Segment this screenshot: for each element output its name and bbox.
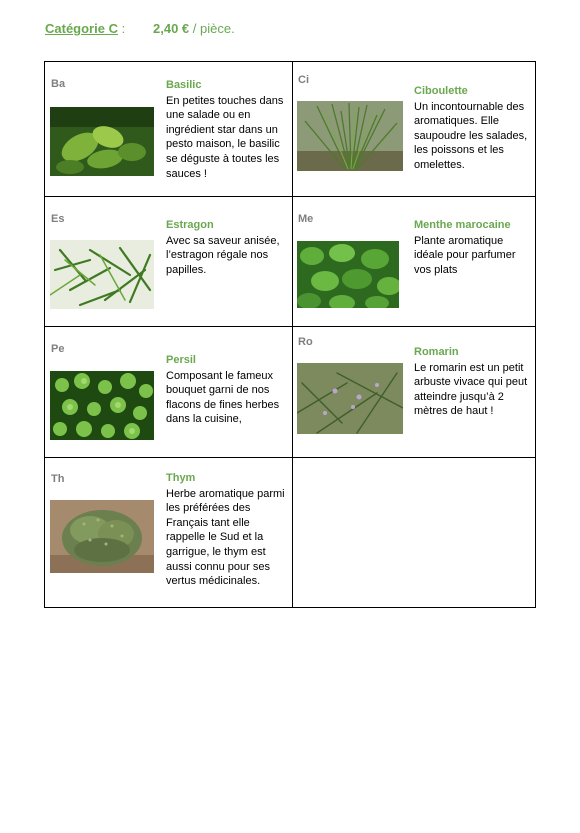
basil-photo <box>50 107 154 176</box>
herb-name: Estragon <box>166 219 214 231</box>
herb-description: Avec sa saveur anisée, l’estragon régale nos papilles. <box>166 234 280 276</box>
empty-cell <box>293 458 536 608</box>
catalog-header <box>45 21 235 36</box>
herb-name: Romarin <box>414 346 459 358</box>
herb-description: Le romarin est un petit arbuste vivace qui peut atteindre jusqu’à 2 mètres de haut ! <box>414 361 528 418</box>
price-unit: / pièce. <box>189 21 235 36</box>
rosemary-photo <box>297 363 403 434</box>
price-value: 2,40 € <box>153 21 190 36</box>
herb-cell-romarin <box>293 327 536 458</box>
herb-name: Basilic <box>166 79 202 91</box>
herb-text-block <box>166 218 284 277</box>
herb-cell-estragon <box>45 197 293 327</box>
herb-abbr: Me <box>298 213 314 225</box>
herb-name: Menthe marocaine <box>414 219 511 231</box>
thyme-photo <box>50 500 154 573</box>
herb-cell-thym <box>45 458 293 608</box>
herb-description: Un incontournable des aromatiques. Elle saupoudre les salades, les poissons et les omelettes. <box>414 100 528 171</box>
herb-text-block <box>166 78 288 181</box>
herb-description: Herbe aromatique parmi les préférées des Français tant elle rappelle le Sud et la garrigue, le thym est aussi connu pour ses vertus médicinales. <box>166 487 285 588</box>
herb-name: Persil <box>166 354 196 366</box>
parsley-photo <box>50 371 154 440</box>
herb-description: En petites touches dans une salade ou en ingrédient star dans un pesto maison, le basilic se déguste à toutes les sauces ! <box>166 94 284 180</box>
herb-cell-ciboulette <box>293 62 536 197</box>
herb-cell-persil <box>45 327 293 458</box>
category-colon: : <box>117 21 126 36</box>
herb-text-block <box>414 345 532 419</box>
herb-cell-menthe <box>293 197 536 327</box>
herb-description: Composant le fameux bouquet garni de nos flacons de fines herbes dans la cuisine, <box>166 369 280 426</box>
herb-name: Thym <box>166 472 196 484</box>
herb-abbr: Ba <box>51 78 66 90</box>
herb-text-block <box>166 471 288 589</box>
tarragon-photo <box>50 240 154 309</box>
mint-photo <box>297 241 399 308</box>
herb-text-block <box>414 218 532 277</box>
herb-text-block <box>166 353 284 427</box>
herb-description: Plante aromatique idéale pour parfumer vos plats <box>414 234 516 276</box>
herb-cell-basilic <box>45 62 293 197</box>
herb-name: Ciboulette <box>414 85 468 97</box>
chives-photo <box>297 101 403 171</box>
herb-abbr: Ci <box>298 74 309 86</box>
herb-abbr: Es <box>51 213 65 225</box>
herb-text-block <box>414 84 532 173</box>
price-line <box>153 21 235 36</box>
herb-abbr: Ro <box>298 336 313 348</box>
herb-abbr: Th <box>51 473 65 485</box>
herb-grid <box>44 61 536 608</box>
category-label: Catégorie C <box>45 21 118 36</box>
herb-abbr: Pe <box>51 343 65 355</box>
